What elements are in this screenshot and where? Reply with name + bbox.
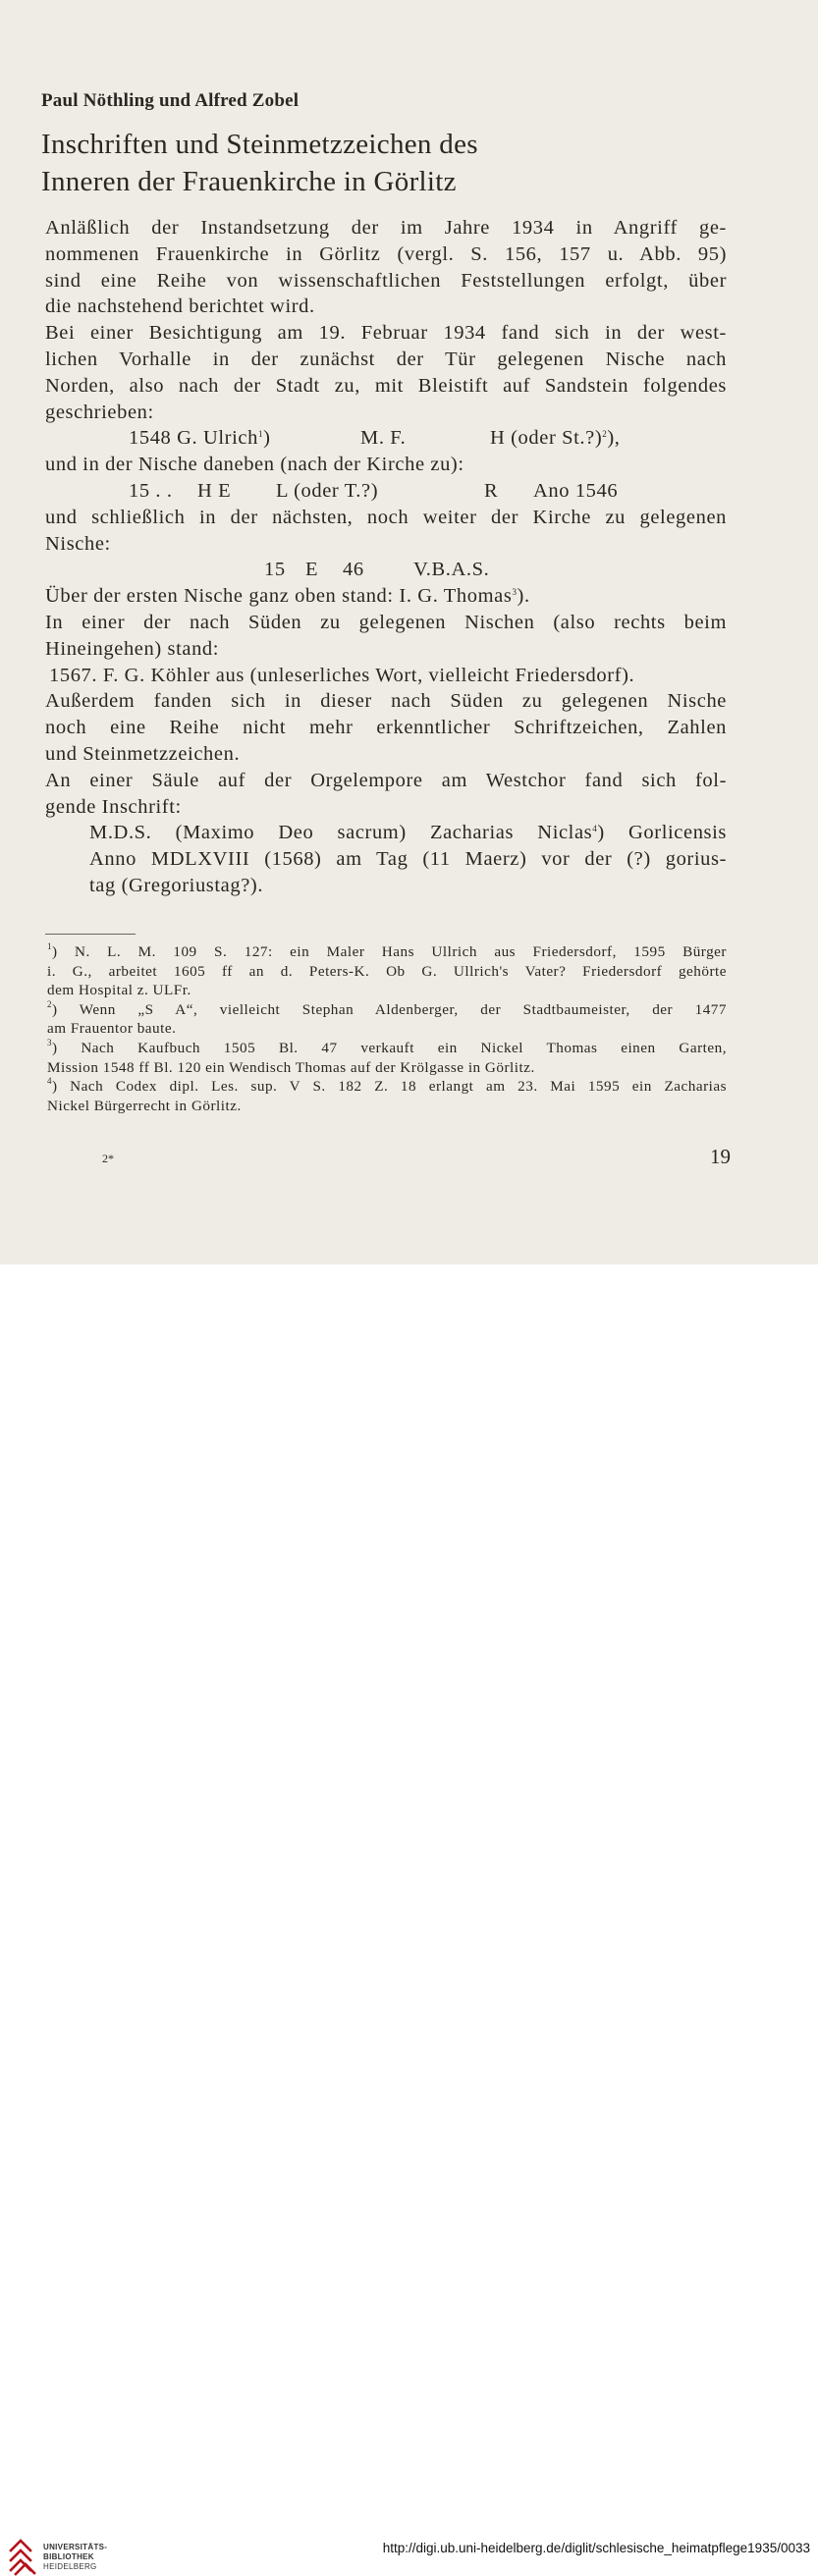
body-line: In einer der nach Süden zu gelegenen Nischen (also rechts beim <box>45 611 727 633</box>
footnote-mark: 2 <box>47 999 52 1009</box>
insc3-a: 15 <box>264 559 286 581</box>
footnote-text: ) Nach Codex dipl. Les. sup. V S. 182 Z. 18 erlangt am 23. Mai 1595 ein Zacharias <box>52 1078 727 1096</box>
inscription-1: 1548 G. Ulrich$^1$) M. F. H (oder St.?)$^2$), <box>45 425 727 452</box>
inscription-4-line: tag (Gregoriustag?). <box>89 874 264 896</box>
footnote-text: ) Wenn „S A“, vielleicht Stephan Aldenberger, der Stadtbaumeister, der 1477 <box>52 1000 727 1018</box>
insc3-c: 46 <box>343 559 364 581</box>
body-line: lichen Vorhalle in der zunächst der Tür gelegenen Nische nach <box>45 348 727 370</box>
footnote-mark: 4 <box>47 1077 52 1087</box>
footnote-line: Mission 1548 ff Bl. 120 ein Wendisch Thomas auf der Krölgasse in Görlitz. <box>47 1058 535 1076</box>
body-line: nommenen Frauenkirche in Görlitz (vergl. S. 156, 157 u. Abb. 95) <box>45 242 727 265</box>
authors: Paul Nöthling und Alfred Zobel <box>41 90 300 111</box>
inscription-3 <box>45 557 727 583</box>
footnote-3 <box>47 1039 727 1058</box>
body-line: die nachstehend berichtet wird. <box>45 295 315 318</box>
body-line: und Steinmetzzeichen. <box>45 742 241 765</box>
insc4-text: M.D.S. (Maximo Deo sacrum) Zacharias Niclas <box>89 822 593 844</box>
insc1-c-end: ), <box>607 427 621 450</box>
library-name-line: UNIVERSITÄTS- <box>43 2543 108 2551</box>
insc1-b: M. F. <box>360 427 407 450</box>
article-body <box>45 215 727 899</box>
body-line: Anläßlich der Instandsetzung der im Jahre 1934 in Angriff ge- <box>45 217 727 239</box>
university-library-logo-icon[interactable] <box>8 2537 37 2576</box>
article-title <box>41 126 478 200</box>
body-line: An einer Säule auf der Orgelempore am Westchor fand sich fol- <box>45 769 727 791</box>
title-line: Inschriften und Steinmetzzeichen des <box>41 129 478 160</box>
footnote-line: i. G., arbeitet 1605 ff an d. Peters-K. Ob G. Ullrich's Vater? Friedersdorf gehörte <box>47 962 727 980</box>
footnote-ref-3: 3 <box>512 587 518 598</box>
body-line: Norden, also nach der Stadt zu, mit Bleistift auf Sandstein folgendes <box>45 374 727 397</box>
footnote-text: ) Nach Kaufbuch 1505 Bl. 47 verkauft ein Nickel Thomas einen Garten, <box>52 1039 727 1056</box>
koehler-line: 1567. F. G. Köhler aus (unleserliches Wort, vielleicht Friedersdorf). <box>49 664 635 686</box>
signature-mark: 2* <box>102 1152 114 1165</box>
footnote-line: dem Hospital z. ULFr. <box>47 982 191 999</box>
insc1-c: H (oder St.?) <box>490 427 603 450</box>
insc2-c: L (oder T.?) <box>276 479 379 502</box>
library-name-line: BIBLIOTHEK <box>43 2552 94 2561</box>
body-line: sind eine Reihe von wissenschaftlichen Feststellungen erfolgt, über <box>45 269 727 292</box>
inscription-4-line <box>45 820 727 846</box>
body-line: Nische: <box>45 532 111 555</box>
thomas-end: ). <box>517 585 530 608</box>
library-name-line: HEIDELBERG <box>43 2562 97 2571</box>
scanned-page <box>0 0 818 1264</box>
insc2-a: 15 . . <box>129 479 173 502</box>
body-line: gende Inschrift: <box>45 795 182 818</box>
permalink-url[interactable]: http://digi.ub.uni-heidelberg.de/diglit/schlesische_heimatpflege1935/0033 <box>382 2541 810 2555</box>
footnote-mark: 1 <box>47 942 52 951</box>
body-line: geschrieben: <box>45 401 154 423</box>
footnote-line: am Frauentor baute. <box>47 1020 177 1038</box>
footnotes <box>47 942 727 1115</box>
footnote-1 <box>47 942 727 962</box>
title-line: Inneren der Frauenkirche in Görlitz <box>41 166 457 197</box>
insc3-b: E <box>305 559 319 581</box>
body-line: und schließlich in der nächsten, noch weiter der Kirche zu gelegenen <box>45 506 727 528</box>
body-line: Hineingehen) stand: <box>45 637 220 660</box>
body-line: Bei einer Besichtigung am 19. Februar 1934 fand sich in der west- <box>45 322 727 345</box>
footnote-ref-2: 2 <box>602 429 608 440</box>
footnote-4 <box>47 1077 727 1097</box>
footnote-ref-1: 1 <box>257 429 264 440</box>
inscription-2 <box>45 478 727 505</box>
insc2-d: R <box>484 479 499 502</box>
footnote-line: Nickel Bürgerrecht in Görlitz. <box>47 1097 242 1114</box>
page-number: 19 <box>710 1145 731 1168</box>
insc1-a: 1548 G. Ulrich <box>129 427 258 450</box>
footnote-separator <box>45 934 136 935</box>
footnote-ref-4: 4 <box>592 824 598 834</box>
insc2-e: Ano 1546 <box>533 479 619 502</box>
insc3-d: V.B.A.S. <box>413 559 490 581</box>
body-line <box>45 583 727 610</box>
body-line: und in der Nische daneben (nach der Kirche zu): <box>45 454 464 476</box>
footnote-mark: 3 <box>47 1038 52 1047</box>
body-line: noch eine Reihe nicht mehr erkenntlicher Schriftzeichen, Zahlen <box>45 717 727 739</box>
thomas-text: Über der ersten Nische ganz oben stand: I. G. Thomas <box>45 585 513 608</box>
body-line: Außerdem fanden sich in dieser nach Süden zu gelegenen Nische <box>45 690 727 713</box>
library-name <box>43 2543 107 2572</box>
footnote-2 <box>47 1000 727 1020</box>
viewer-footer <box>0 1264 818 2571</box>
inscription-4-line: Anno MDLXVIII (1568) am Tag (11 Maerz) vor der (?) gorius- <box>89 848 727 871</box>
insc2-b: H E <box>197 479 232 502</box>
insc4-end: ) Gorlicensis <box>597 822 727 844</box>
footnote-text: ) N. L. M. 109 S. 127: ein Maler Hans Ullrich aus Friedersdorf, 1595 Bürger <box>52 943 727 960</box>
